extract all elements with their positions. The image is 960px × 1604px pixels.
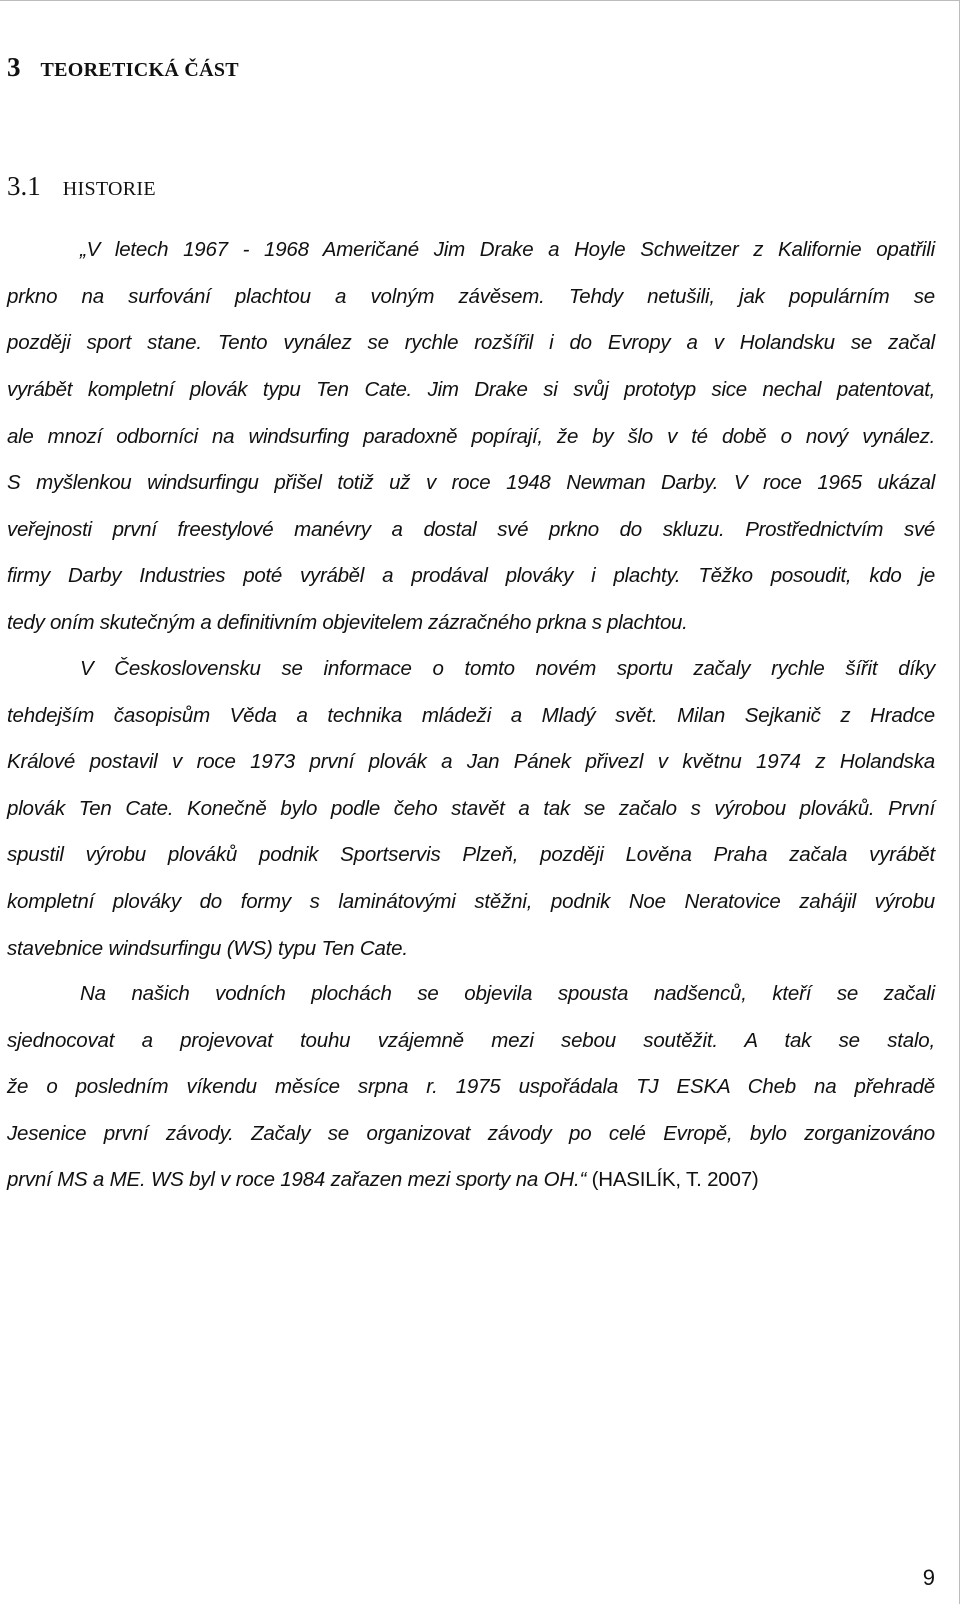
text-line: Králové postavil v roce 1973 první plovák a Jan Pánek přivezl v květnu 1974 z Holandska [7,750,935,774]
text-line: vyrábět kompletní plovák typu Ten Cate. Jim Drake si svůj prototyp sice nechal patentovat, [7,378,935,401]
paragraph-history-intro [7,227,935,367]
text-line: plovák Ten Cate. Konečně bylo podle čeho stavět a tak se začalo s výrobou plováků. První [7,796,935,820]
text-line: prkno na surfování plachtou a volným závěsem. Tehdy netušili, jak populárním se [7,284,935,308]
text-line: sjednocovat a projevovat touhu vzájemně mezi sebou soutěžit. A tak se stalo, [7,1028,935,1052]
chapter-title: TEORETICKÁ ČÁST [40,59,239,81]
text-line: spustil výrobu plováků podnik Sportservis Plzeň, později Lověna Praha začala vyrábět [7,843,935,867]
chapter-heading [7,47,239,84]
paragraph-history-continued [7,367,935,647]
paragraph-czechoslovakia [7,646,935,972]
chapter-number: 3 [7,52,21,82]
text-line: později sport stane. Tento vynález se rychle rozšířil i do Evropy a v Holandsku se začal [7,331,935,355]
section-title: HISTORIE [62,178,156,200]
text-line-with-citation [7,1157,935,1204]
citation: (HASILÍK, T. 2007) [591,1168,759,1192]
text-fragment: první MS a ME. WS byl v roce 1984 zařazen mezi sporty na OH.“ [7,1168,587,1192]
text-line: ale mnozí odborníci na windsurfing paradoxně popírají, že by šlo v té době o nový vynález. [7,424,935,448]
text-line: veřejnosti první freestylové manévry a dostal své prkno do skluzu. Prostřednictvím své [7,517,935,541]
text-line: firmy Darby Industries poté vyráběl a prodával plováky i plachty. Těžko posoudit, kdo je [7,564,935,588]
text-line: kompletní plováky do formy s laminátovými stěžni, podnik Noe Neratovice zahájil výrobu [7,889,935,913]
text-line: S myšlenkou windsurfingu přišel totiž už v roce 1948 Newman Darby. V roce 1965 ukázal [7,471,935,495]
text-line: V Československu se informace o tomto novém sportu začaly rychle šířit díky [80,657,935,680]
paragraph-competitions [7,971,935,1204]
text-line: Jesenice první závody. Začaly se organizovat závody po celé Evropě, bylo zorganizováno [7,1121,935,1145]
section-heading [7,171,156,202]
text-line: Na našich vodních plochách se objevila spousta nadšenců, kteří se začali [80,982,935,1005]
text-line: stavebnice windsurfingu (WS) typu Ten Cate. [7,936,408,960]
text-line: že o posledním víkendu měsíce srpna r. 1975 uspořádala TJ ESKA Cheb na přehradě [7,1075,935,1099]
text-line: tehdejším časopisům Věda a technika mládeži a Mladý svět. Milan Sejkanič z Hradce [7,703,935,727]
page-number: 9 [922,1565,935,1590]
text-line: tedy oním skutečným a definitivním objevitelem zázračného prkna s plachtou. [7,610,688,634]
section-number: 3.1 [7,171,41,201]
text-line: „V letech 1967 - 1968 Američané Jim Drake a Hoyle Schweitzer z Kalifornie opatřili [80,238,935,261]
